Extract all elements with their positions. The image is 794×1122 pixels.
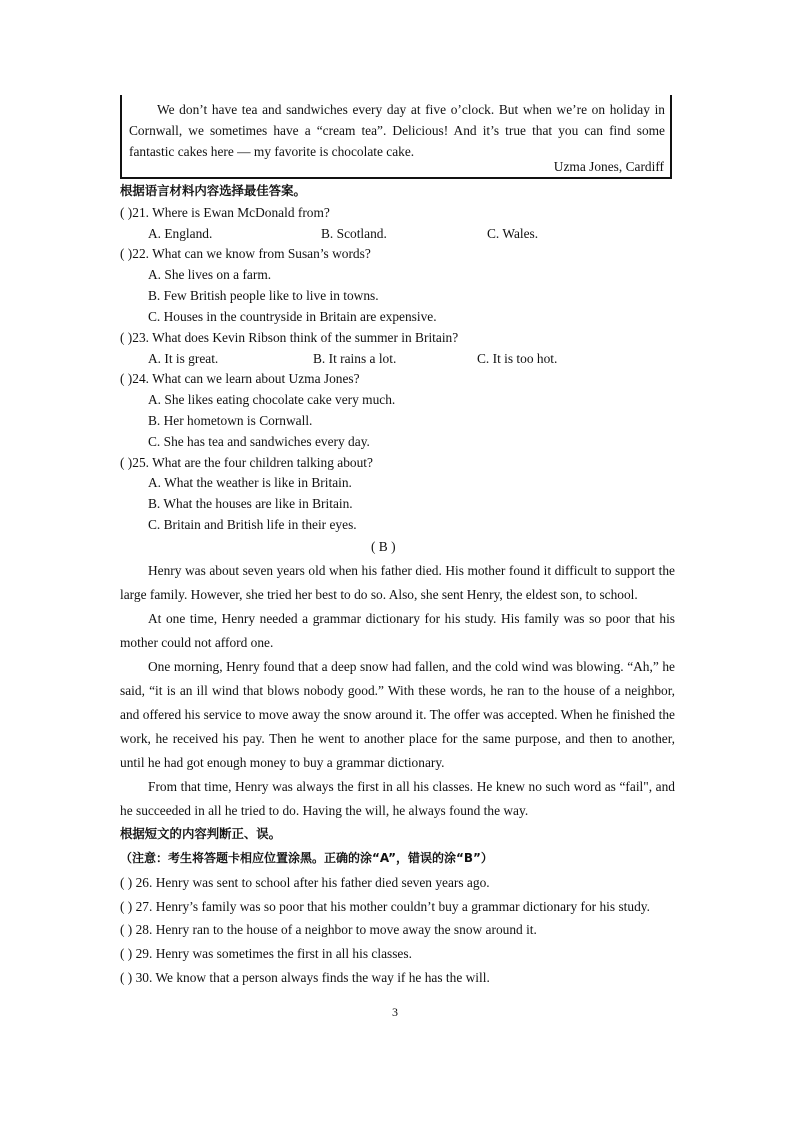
q24-option-c: C. She has tea and sandwiches every day.: [148, 434, 370, 449]
statement-28: ( ) 28. Henry ran to the house of a neighbor to move away the snow around it.: [120, 922, 537, 937]
q23-option-b: B. It rains a lot.: [313, 351, 397, 366]
q24-option-b: B. Her hometown is Cornwall.: [148, 413, 313, 428]
section-b-instruction: 根据短文的内容判断正、误。: [120, 826, 282, 841]
question-25: ( )25. What are the four children talking about?: [120, 455, 373, 470]
letter-signature: Uzma Jones, Cardiff: [553, 159, 664, 174]
q21-option-c: C. Wales.: [487, 226, 539, 241]
section-a-instruction: 根据语言材料内容选择最佳答案。: [120, 183, 306, 198]
passage-paragraph-1: Henry was about seven years old when his father died. His mother found it difficult to support the large family. However, she tried her best to do so. Also, she sent Henry, the eldest son, to school.: [120, 563, 675, 602]
q25-option-c: C. Britain and British life in their eyes.: [148, 517, 357, 532]
passage-paragraph-4: From that time, Henry was always the first in all his classes. He knew no such word as “fail", and he succeeded in all he tried to do. Having the will, he always found the way.: [120, 779, 675, 818]
letter-box: [120, 95, 672, 179]
passage-paragraph-3: One morning, Henry found that a deep snow had fallen, and the cold wind was blowing. “Ah,” he said, “it is an ill wind that blows nobody good.” With these words, he ran to the house of a neighbor, and offered his service to move away the snow around it. The offer was accepted. When he finished the work, he received his pay. Then he went to another place for the same purpose, and then to another, until he had got enough money to buy a grammar dictionary.: [120, 659, 675, 770]
q24-option-a: A. She likes eating chocolate cake very much.: [148, 392, 396, 407]
statement-30: ( ) 30. We know that a person always finds the way if he has the will.: [120, 970, 490, 985]
q23-option-a: A. It is great.: [148, 351, 219, 366]
letter-text: We don’t have tea and sandwiches every day at five o’clock. But when we’re on holiday in Cornwall, we sometimes have a “cream tea”. Delicious! And it’s true that you can find some fantastic cakes here — my favorite is chocolate cake.: [129, 102, 665, 159]
page-number: 3: [392, 1005, 398, 1019]
q23-option-c: C. It is too hot.: [477, 351, 558, 366]
section-b-heading: ( B ): [371, 539, 396, 554]
statement-29: ( ) 29. Henry was sometimes the first in all his classes.: [120, 946, 412, 961]
question-23: ( )23. What does Kevin Ribson think of the summer in Britain?: [120, 330, 459, 345]
q22-option-c: C. Houses in the countryside in Britain are expensive.: [148, 309, 437, 324]
statement-26: ( ) 26. Henry was sent to school after his father died seven years ago.: [120, 875, 490, 890]
q22-option-b: B. Few British people like to live in towns.: [148, 288, 379, 303]
q25-option-a: A. What the weather is like in Britain.: [148, 475, 352, 490]
q22-option-a: A. She lives on a farm.: [148, 267, 272, 282]
q21-option-a: A. England.: [148, 226, 213, 241]
question-22: ( )22. What can we know from Susan’s words?: [120, 246, 371, 261]
section-b-note: （注意：考生将答题卡相应位置涂黑。正确的涂“A”，错误的涂“B”）: [120, 851, 493, 865]
q25-option-b: B. What the houses are like in Britain.: [148, 496, 353, 511]
statement-27: ( ) 27. Henry’s family was so poor that his mother couldn’t buy a grammar dictionary for his study.: [120, 899, 650, 914]
question-24: ( )24. What can we learn about Uzma Jones?: [120, 371, 360, 386]
q21-option-b: B. Scotland.: [321, 226, 387, 241]
passage-paragraph-2: At one time, Henry needed a grammar dictionary for his study. His family was so poor that his mother could not afford one.: [120, 611, 675, 650]
question-21: ( )21. Where is Ewan McDonald from?: [120, 205, 330, 220]
